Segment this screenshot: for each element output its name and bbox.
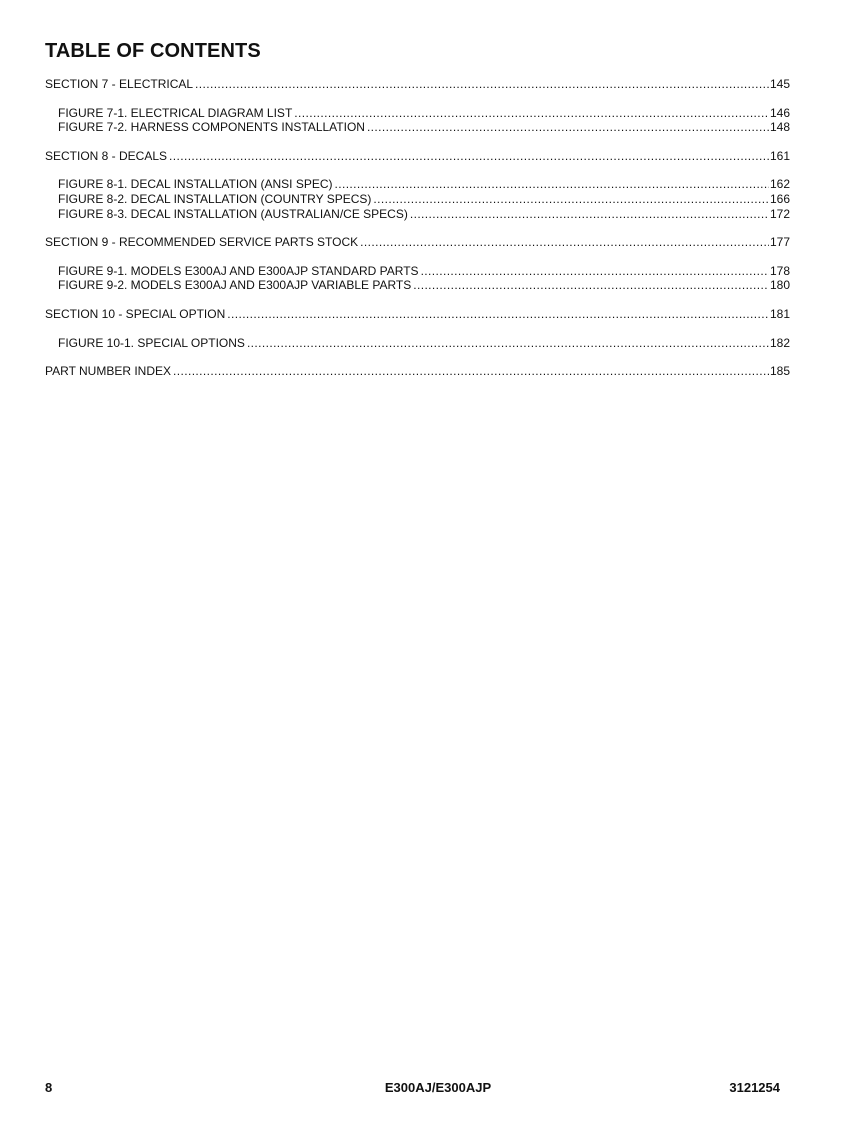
toc-entry-figure-9-1[interactable] (45, 264, 790, 279)
page-footer (45, 1080, 780, 1098)
toc-entry-page: 177 (769, 235, 790, 250)
toc-entry-section-8[interactable] (45, 149, 790, 164)
toc-entry-label: FIGURE 9-2. MODELS E300AJ AND E300AJP VARIABLE PARTS (58, 278, 412, 293)
toc-entry-label: FIGURE 8-2. DECAL INSTALLATION (COUNTRY SPECS) (58, 191, 372, 206)
toc-entry-section-7[interactable] (45, 77, 790, 92)
toc-entry-page: 185 (769, 364, 790, 379)
dot-leader (410, 207, 769, 222)
toc-entry-label: FIGURE 9-1. MODELS E300AJ AND E300AJP STANDARD PARTS (58, 263, 419, 278)
toc-entry-label: FIGURE 8-3. DECAL INSTALLATION (AUSTRALIAN/CE SPECS) (58, 206, 408, 221)
dot-leader (413, 278, 769, 293)
toc-entry-page: 148 (769, 120, 790, 135)
toc-entry-page: 146 (769, 105, 790, 120)
toc-entry-label: SECTION 7 - ELECTRICAL (45, 77, 194, 91)
toc-entry-label: SECTION 10 - SPECIAL OPTION (45, 306, 226, 321)
toc-entry-figure-10-1[interactable] (45, 336, 790, 351)
dot-leader (373, 192, 769, 207)
toc-entry-page: 182 (769, 335, 790, 350)
dot-leader (173, 364, 769, 379)
dot-leader (360, 235, 769, 250)
toc-group-section-9 (45, 235, 790, 293)
toc-entry-figure-7-2[interactable] (45, 120, 790, 135)
toc-entry-page: 161 (769, 148, 790, 163)
toc-entry-page: 180 (769, 278, 790, 293)
toc-entry-figure-9-2[interactable] (45, 278, 790, 293)
toc-group-section-8 (45, 149, 790, 221)
toc-entry-section-9[interactable] (45, 235, 790, 250)
dot-leader (294, 106, 769, 121)
toc-entry-figure-7-1[interactable] (45, 106, 790, 121)
page-title: TABLE OF CONTENTS (45, 40, 261, 62)
dot-leader (247, 336, 769, 351)
toc-group-index (45, 364, 790, 379)
toc-entry-label: FIGURE 7-2. HARNESS COMPONENTS INSTALLATION (58, 120, 365, 135)
toc-entry-label: FIGURE 8-1. DECAL INSTALLATION (ANSI SPEC) (58, 177, 333, 192)
toc-entry-part-number-index[interactable] (45, 364, 790, 379)
dot-leader (195, 77, 769, 92)
toc-entry-label: PART NUMBER INDEX (45, 364, 172, 379)
dot-leader (335, 177, 769, 192)
footer-model: E300AJ/E300AJP (384, 1080, 492, 1095)
toc-group-section-7 (45, 77, 790, 135)
toc-group-section-10 (45, 307, 790, 350)
toc-entry-label: FIGURE 10-1. SPECIAL OPTIONS (58, 335, 245, 350)
dot-leader (421, 264, 769, 279)
toc-entry-section-10[interactable] (45, 307, 790, 322)
table-of-contents (45, 77, 790, 393)
toc-entry-page: 172 (769, 206, 790, 221)
toc-entry-page: 145 (769, 77, 790, 91)
dot-leader (169, 149, 769, 164)
toc-entry-figure-8-2[interactable] (45, 192, 790, 207)
toc-entry-label: FIGURE 7-1. ELECTRICAL DIAGRAM LIST (58, 105, 293, 120)
dot-leader (367, 120, 769, 135)
toc-entry-page: 166 (769, 191, 790, 206)
toc-entry-label: SECTION 9 - RECOMMENDED SERVICE PARTS STOCK (45, 235, 359, 250)
footer-doc-number: 3121254 (729, 1080, 780, 1095)
toc-entry-figure-8-3[interactable] (45, 207, 790, 222)
toc-entry-page: 178 (769, 263, 790, 278)
toc-entry-page: 181 (769, 306, 790, 321)
toc-entry-figure-8-1[interactable] (45, 177, 790, 192)
toc-entry-page: 162 (769, 177, 790, 192)
footer-page-number: 8 (45, 1080, 53, 1095)
dot-leader (227, 307, 769, 322)
toc-entry-label: SECTION 8 - DECALS (45, 148, 168, 163)
